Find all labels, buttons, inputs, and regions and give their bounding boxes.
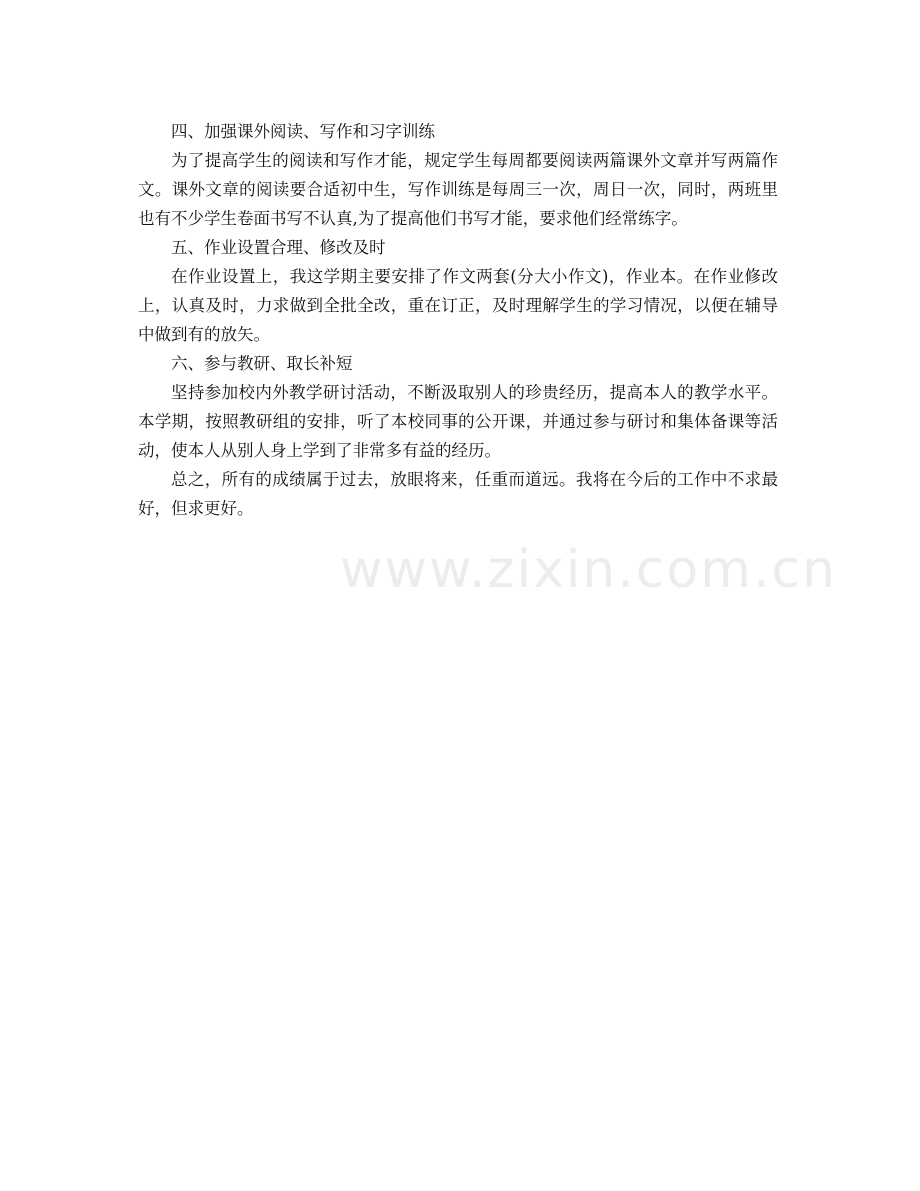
section-heading-6: 六、参与教研、取长补短 (171, 354, 353, 373)
section-body-6: 坚持参加校内外教学研讨活动，不断汲取别人的珍贵经历，提高本人的教学水平。本学期，按照教研组的安排，听了本校同事的公开课，并通过参与研讨和集体备课等活动，使本人从别人身上学到了非常多有益的经历。 (138, 383, 778, 460)
section-body-5: 在作业设置上，我这学期主要安排了作文两套(分大小作文)，作业本。在作业修改上，认真及时，力求做到全批全改，重在订正，及时理解学生的学习情况，以便在辅导中做到有的放矢。 (138, 267, 778, 344)
section-heading-4: 四、加强课外阅读、写作和习字训练 (171, 122, 435, 141)
watermark-text: www.zixin.com.cn (340, 540, 837, 600)
conclusion-paragraph: 总之，所有的成绩属于过去，放眼将来，任重而道远。我将在今后的工作中不求最好，但求更好。 (138, 470, 778, 518)
document-body (138, 117, 778, 523)
section-heading-5: 五、作业设置合理、修改及时 (171, 238, 386, 257)
section-body-4: 为了提高学生的阅读和写作才能，规定学生每周都要阅读两篇课外文章并写两篇作文。课外文章的阅读要合适初中生，写作训练是每周三一次，周日一次，同时，两班里也有不少学生卷面书写不认真,为了提高他们书写才能，要求他们经常练字。 (138, 151, 778, 228)
